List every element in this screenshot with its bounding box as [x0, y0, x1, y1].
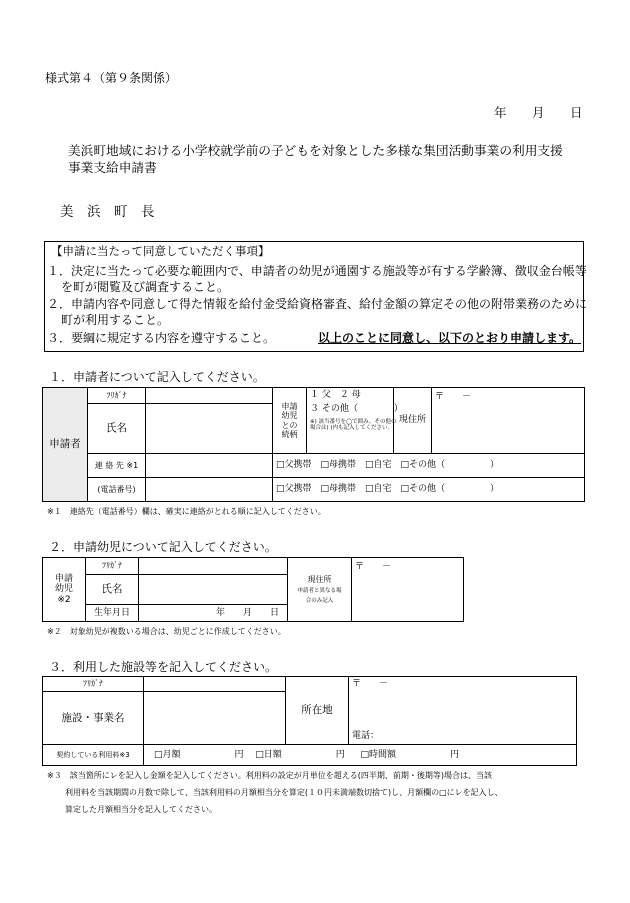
child-furigana-label: ﾌﾘｶﾞﾅ [86, 558, 139, 575]
section1-heading: １．申請者について記入してください。 [49, 370, 265, 384]
contact-label: 連 絡 先 ※1 [88, 454, 146, 478]
applicant-furigana-label: ﾌﾘｶﾞﾅ [88, 388, 146, 404]
child-birthdate-label: 生年月日 [86, 605, 139, 622]
relation-note-line1: ※) 該当番号を◯で囲み、その他の [310, 418, 397, 425]
contact-options-2[interactable]: □父携帯 □母携帯 □自宅 □その他（ ） [273, 478, 585, 502]
section2-heading: ２．申請幼児について記入してください。 [49, 540, 277, 554]
facility-location-label: 所在地 [286, 677, 349, 745]
applicant-table [42, 387, 585, 502]
section1-footnote: ※１ 連絡先（電話番号）欄は、確実に連絡がとれる順に記入してください。 [47, 507, 326, 516]
applicant-furigana-field[interactable] [146, 388, 273, 404]
consent-item-3: ３．要綱に規定する内容を遵守すること。 [47, 331, 276, 345]
consent-item-2-line2: 町が利用すること。 [61, 313, 170, 327]
section3-footnote-line3: 算定した月額相当分を記入してください。 [65, 805, 217, 814]
child-address-field[interactable] [352, 558, 464, 622]
applicant-address-field[interactable] [432, 388, 585, 454]
consent-item-1-line2: を町が閲覧及び調査すること。 [61, 280, 230, 294]
fee-monthly-option[interactable]: □月額 円 [154, 749, 244, 760]
consent-agreement: 以上のことに同意し、以下のとおり申請します。 [318, 331, 582, 345]
relation-option-other: ３ その他（ ） [310, 404, 403, 415]
child-name-field[interactable] [139, 575, 288, 605]
section2-footnote: ※２ 対象幼児が複数いる場合は、幼児ごとに作成してください。 [47, 627, 286, 636]
contact-options-1[interactable]: □父携帯 □母携帯 □自宅 □その他（ ） [273, 454, 585, 478]
child-postal: 〒 － [355, 562, 392, 572]
phone-label: (電話番号) [88, 478, 146, 502]
child-name-label: 氏名 [86, 575, 139, 605]
child-furigana-field[interactable] [139, 558, 288, 575]
contact-number-1-field[interactable] [146, 454, 273, 478]
addressee: 美 浜 町 長 [60, 204, 155, 220]
applicant-address-label: 現住所 [394, 388, 432, 454]
form-number: 様式第４（第９条関係） [45, 71, 178, 85]
child-label: 申請 幼児 ※2 [43, 558, 86, 622]
fee-options[interactable] [144, 745, 577, 766]
facility-name-label: 施設・事業名 [43, 692, 144, 745]
fee-label: 契約している利用料※3 [43, 745, 144, 766]
date-year-label: 年 [494, 105, 507, 120]
child-birthdate-field[interactable]: 年 月 日 [139, 605, 288, 622]
facility-location-field[interactable] [349, 677, 577, 745]
relation-option-parents: １ 父 ２ 母 [310, 390, 361, 400]
facility-phone-label: 電話： [352, 730, 380, 741]
section3-heading: ３．利用した施設等を記入してください。 [49, 660, 278, 674]
child-address-label: 現住所 申請者と異なる場 合のみ記入 [288, 558, 352, 622]
applicant-name-field[interactable] [146, 404, 273, 454]
contact-number-2-field[interactable] [146, 478, 273, 502]
relation-note-line2: 場合は( )内も記入してください。 [310, 425, 394, 431]
fee-hourly-option[interactable]: □時間額 円 [360, 749, 460, 760]
applicant-postal: 〒 － [435, 392, 472, 402]
date-day-label: 日 [570, 105, 583, 120]
fee-daily-option[interactable]: □日額 円 [255, 749, 345, 760]
facility-postal: 〒 － [352, 679, 389, 689]
applicant-label: 申請者 [43, 388, 88, 502]
relation-label: 申請 幼児 との 続柄 [273, 388, 307, 454]
consent-heading: 【申請に当たって同意していただく事項】 [51, 244, 270, 258]
facility-table [42, 676, 577, 766]
applicant-name-label: 氏名 [88, 404, 146, 454]
child-table [42, 557, 464, 622]
form-title-line2: 事業支給申請書 [68, 160, 157, 175]
facility-name-field[interactable] [144, 692, 286, 745]
consent-item-2-line1: ２．申請内容や同意して得た情報を給付金受給資格審査、給付金額の算定その他の附帯業務のために [47, 297, 588, 311]
facility-furigana-field[interactable] [144, 677, 286, 692]
section3-footnote-line2: 利用料を当該期間の月数で除して、当該利用料の月額相当分を算定(１０円未満端数切捨て)し、月額欄の□にレを記入し、 [65, 788, 503, 797]
facility-furigana-label: ﾌﾘｶﾞﾅ [43, 677, 144, 692]
form-title-line1: 美浜町地域における小学校就学前の子どもを対象とした多様な集団活動事業の利用支援 [68, 143, 563, 158]
section3-footnote-line1: ※３ 該当箇所にレを記入し金額を記入してください。利用料の設定が月単位を超える(四半期、前期・後期等)場合は、当該 [47, 771, 492, 780]
consent-item-1-line1: １．決定に当たって必要な範囲内で、申請者の幼児が通園する施設等が有する学齢簿、徴収金台帳等 [47, 264, 587, 278]
relation-options[interactable] [307, 388, 403, 454]
date-month-label: 月 [532, 105, 545, 120]
